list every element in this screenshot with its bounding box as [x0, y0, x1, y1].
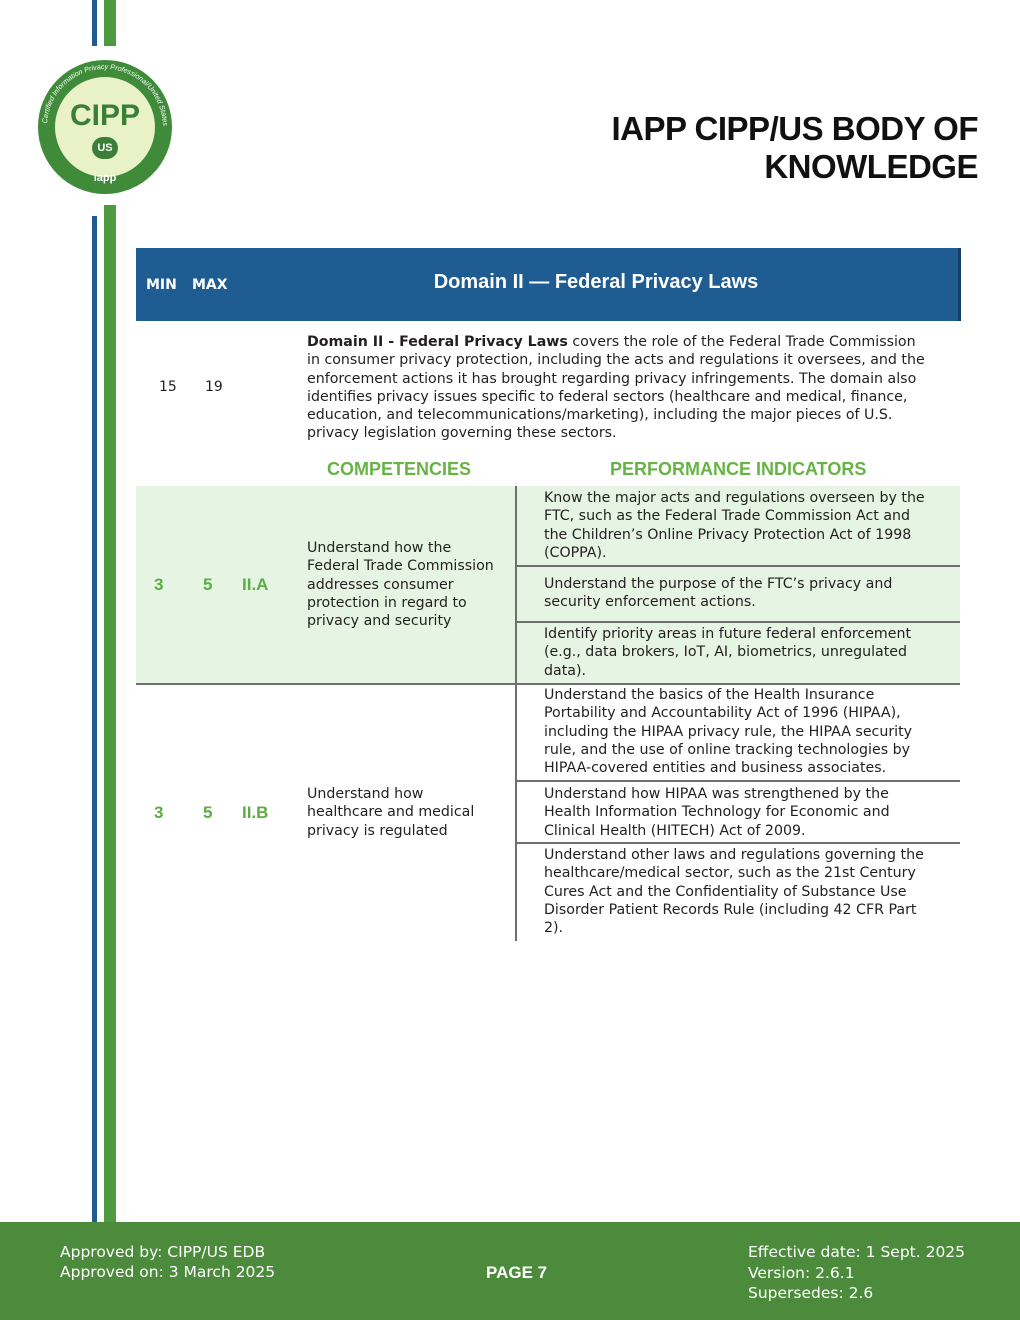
page-footer	[0, 1222, 1020, 1320]
cipp-us-badge-logo	[38, 60, 172, 194]
indicator-line: Understand the purpose of the FTC’s privacy and	[544, 576, 893, 592]
effective-date: Effective date: 1 Sept. 2025	[748, 1243, 966, 1261]
description-line: in consumer privacy protection, including the acts and regulations it oversees, and the	[307, 352, 925, 369]
indicator-line: Understand how HIPAA was strengthened by the	[544, 786, 889, 802]
document-title: IAPP CIPP/US BODY OF KNOWLEDGE	[611, 110, 978, 185]
badge-inner-circle	[55, 77, 155, 177]
green-side-bar-top	[104, 0, 116, 46]
footer-approval-info	[60, 1242, 275, 1282]
indicator-line: healthcare/medical sector, such as the 21st Century	[544, 865, 916, 882]
performance-indicator	[544, 686, 934, 777]
indicator-line: data).	[544, 662, 587, 679]
description-line: covers the role of the Federal Trade Commission	[567, 334, 916, 350]
performance-indicator	[544, 575, 934, 612]
competency-line: privacy and security	[307, 613, 452, 630]
competency-line: addresses consumer	[307, 576, 454, 593]
green-side-bar	[104, 205, 116, 1226]
domain-max-value: 19	[205, 379, 223, 395]
indicator-line: Know the major acts and regulations overseen by the	[544, 490, 925, 506]
badge-brand: iapp	[93, 172, 117, 184]
competency-line: healthcare and medical	[307, 804, 475, 821]
domain-min-value: 15	[159, 379, 177, 395]
section-row-ii-a	[136, 486, 960, 685]
competency-line: protection in regard to	[307, 594, 467, 611]
approved-on: Approved on: 3 March 2025	[60, 1263, 276, 1281]
indicator-line: FTC, such as the Federal Trade Commission Act and	[544, 508, 911, 525]
section-min: 3	[154, 575, 164, 594]
max-column-label: MAX	[192, 277, 228, 293]
indicator-divider	[517, 565, 960, 567]
performance-indicator	[544, 489, 934, 562]
competency-line: privacy is regulated	[307, 822, 448, 839]
description-line: enforcement actions it has brought regarding privacy infringements. The domain also	[307, 370, 917, 387]
domain-description-bold: Domain II - Federal Privacy Laws	[307, 334, 568, 350]
indicator-line: Clinical Health (HITECH) Act of 2009.	[544, 822, 806, 839]
approved-by: Approved by: CIPP/US EDB	[60, 1243, 266, 1261]
footer-version-info	[748, 1242, 965, 1304]
version: Version: 2.6.1	[748, 1263, 855, 1282]
blue-side-bar-top	[92, 0, 97, 46]
page-number: PAGE 7	[486, 1263, 548, 1282]
indicator-line: security enforcement actions.	[544, 594, 756, 611]
min-column-label: MIN	[146, 277, 177, 293]
indicator-line: rule, and the use of online tracking technologies by	[544, 741, 911, 758]
competency-line: Federal Trade Commission	[307, 558, 494, 575]
supersedes: Supersedes: 2.6	[748, 1284, 874, 1302]
domain-title: Domain II — Federal Privacy Laws	[433, 271, 759, 293]
svg-text:Certified Information Privacy: Certified Information Privacy Professional/United States	[40, 61, 171, 127]
competency-line: Understand how	[307, 786, 424, 802]
performance-indicator	[544, 785, 934, 840]
indicator-divider	[517, 621, 960, 623]
description-line: privacy legislation governing these sectors.	[307, 425, 617, 442]
performance-indicator	[544, 625, 934, 680]
badge-sub-text: US	[92, 137, 118, 159]
performance-indicators-heading: PERFORMANCE INDICATORS	[610, 459, 867, 479]
indicator-divider	[517, 780, 960, 782]
section-row-ii-b	[136, 683, 960, 941]
indicator-line: Understand the basics of the Health Insurance	[544, 687, 875, 703]
indicator-divider	[517, 842, 960, 844]
indicator-line: the Children’s Online Privacy Protection Act of 1998	[544, 526, 912, 543]
description-line: education, and telecommunications/marketing), including the major pieces of U.S.	[307, 407, 893, 424]
section-code: II.B	[242, 803, 269, 822]
indicator-line: Understand other laws and regulations governing the	[544, 847, 924, 863]
indicator-line: (e.g., data brokers, IoT, AI, biometrics, unregulated	[544, 644, 908, 661]
competency-line: Understand how the	[307, 540, 452, 556]
domain-description	[307, 333, 947, 443]
section-max: 5	[203, 803, 213, 822]
indicator-line: Portability and Accountability Act of 1996 (HIPAA),	[544, 705, 901, 722]
column-divider	[515, 683, 517, 941]
indicator-line: (COPPA).	[544, 544, 607, 561]
domain-header	[136, 248, 961, 321]
performance-indicator	[544, 846, 934, 937]
competencies-heading: COMPETENCIES	[327, 459, 472, 479]
section-max: 5	[203, 575, 213, 594]
section-code: II.A	[242, 575, 269, 594]
indicator-line: Cures Act and the Confidentiality of Substance Use	[544, 883, 907, 900]
description-line: identifies privacy issues specific to federal sectors (healthcare and medical, finance,	[307, 388, 908, 405]
indicator-line: Disorder Patient Records Rule (including 42 CFR Part	[544, 901, 917, 918]
competency-text	[307, 539, 507, 630]
blue-side-bar	[92, 216, 97, 1226]
indicator-line: HIPAA-covered entities and business associates.	[544, 760, 887, 777]
indicator-line: including the HIPAA privacy rule, the HIPAA security	[544, 723, 913, 740]
badge-main-text: CIPP	[69, 99, 141, 132]
indicator-line: Health Information Technology for Economic and	[544, 804, 890, 821]
section-min: 3	[154, 803, 164, 822]
competency-text	[307, 785, 507, 840]
indicator-line: 2).	[544, 920, 564, 937]
indicator-line: Identify priority areas in future federal enforcement	[544, 626, 912, 642]
column-divider	[515, 486, 517, 683]
